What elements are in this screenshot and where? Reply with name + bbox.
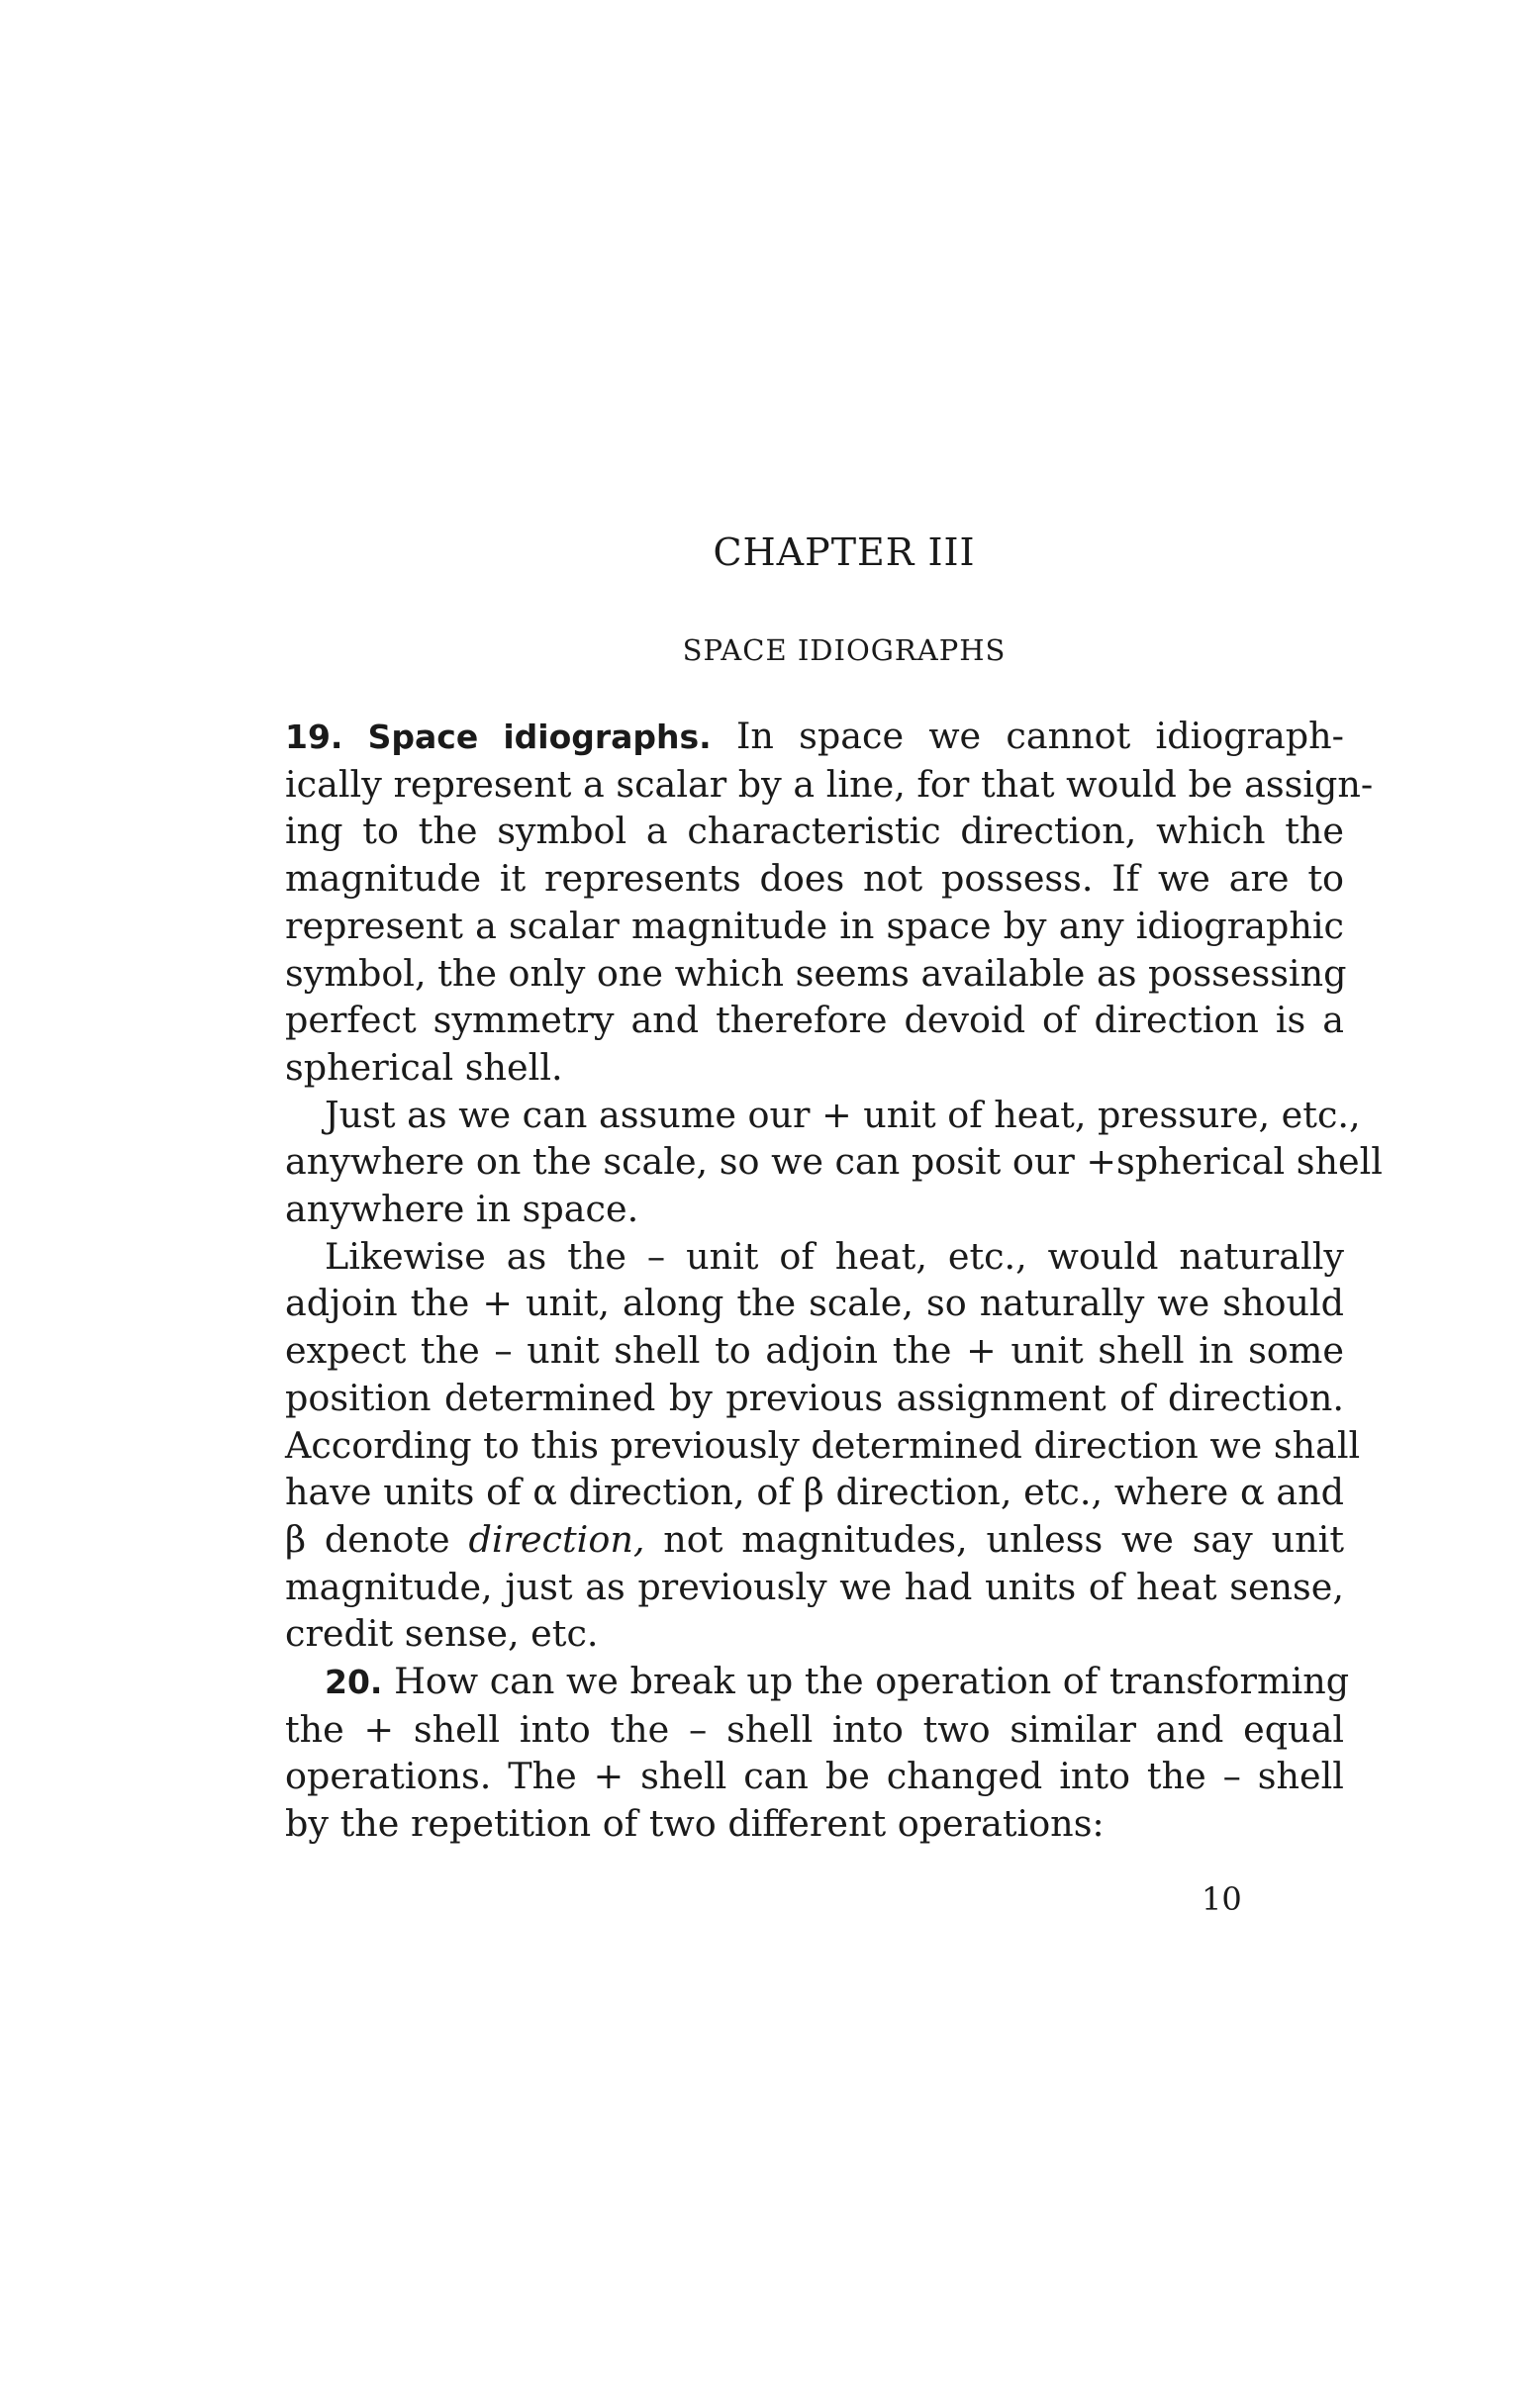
text-line: credit sense, etc. (285, 1612, 599, 1656)
text-line: ically represent a scalar by a line, for that would be assign- (285, 762, 1374, 806)
text-line: symbol, the only one which seems available as possessing (285, 951, 1347, 995)
paragraph-just-as (285, 1092, 1383, 1233)
text-line: magnitude, just as previously we had units of heat sense, (285, 1565, 1344, 1608)
text-line: the + shell into the – shell into two similar and equal (285, 1707, 1344, 1751)
paragraph-19 (285, 713, 1374, 1092)
text-line: β denote direction, not magnitudes, unless we say unit (285, 1517, 1344, 1561)
italic-direction: direction, (468, 1517, 645, 1561)
text-line: 19. Space idiographs. In space we cannot idiograph- (285, 715, 1344, 757)
section-label-20: 20. (325, 1663, 383, 1702)
text-line: spherical shell. (285, 1045, 563, 1089)
text-line: position determined by previous assignment of direction. (285, 1376, 1344, 1419)
text-line: represent a scalar magnitude in space by any idiographic (285, 904, 1344, 947)
section-label-19: 19. Space idiographs. (285, 718, 712, 756)
page-number: 10 (1202, 1880, 1242, 1918)
text-line: According to this previously determined direction we shall (285, 1423, 1361, 1467)
chapter-title: SPACE IDIOGRAPHS (682, 633, 1007, 667)
text-line: ing to the symbol a characteristic direction, which the (285, 810, 1344, 853)
text-line: 20. How can we break up the operation of transforming (325, 1660, 1350, 1703)
text-line: expect the – unit shell to adjoin the + unit shell in some (285, 1329, 1344, 1373)
text-line: by the repetition of two different operations: (285, 1802, 1105, 1846)
text-line: Likewise as the – unit of heat, etc., would naturally (325, 1234, 1344, 1278)
text-line: adjoin the + unit, along the scale, so naturally we should (285, 1282, 1344, 1325)
paragraph-20 (285, 1658, 1350, 1848)
body-text (285, 713, 1383, 1848)
paragraph-likewise (285, 1233, 1361, 1658)
text-line: magnitude it represents does not possess. If we are to (285, 857, 1344, 901)
text-line: anywhere on the scale, so we can posit our +spherical shell (285, 1140, 1383, 1184)
text-line: operations. The + shell can be changed into the – shell (285, 1755, 1344, 1798)
text-line: Just as we can assume our + unit of heat, pressure, etc., (325, 1093, 1361, 1136)
text-line: anywhere in space. (285, 1188, 639, 1231)
text-line: perfect symmetry and therefore devoid of direction is a (285, 999, 1344, 1042)
text-line: have units of α direction, of β direction, etc., where α and (285, 1471, 1344, 1514)
chapter-heading: CHAPTER III (713, 530, 976, 574)
